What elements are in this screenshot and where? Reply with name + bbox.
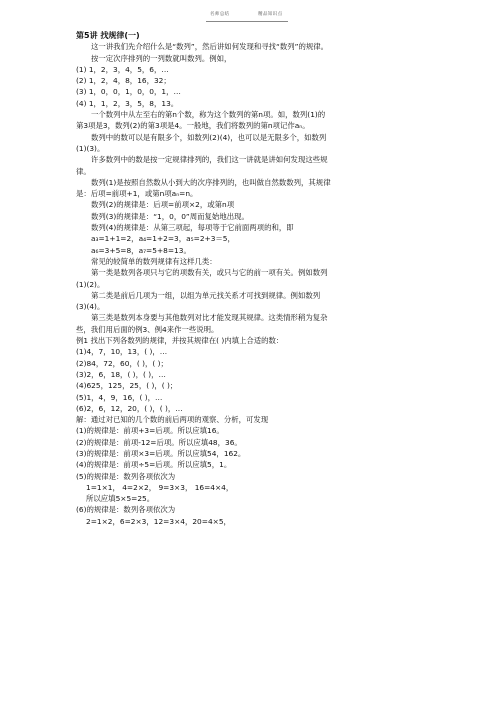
text-line: (5)的规律是：数列各项依次为	[76, 471, 176, 481]
text-line: (1)(2)。	[76, 279, 105, 289]
text-line: (3)(4)。	[76, 302, 105, 312]
text-line: 按一定次序排列的一列数就叫数列。例如，	[91, 53, 232, 63]
header-right-text: 精品知识点	[258, 12, 283, 17]
text-line: 第二类是前后几项为一组，以组为单元找关系才可找到规律。例如数列	[91, 290, 321, 300]
text-line: 例1 找出下列各数列的规律，并按其规律在( )内填上合适的数：	[76, 336, 284, 346]
text-line: (3) 1，0，0，1，0，0，1，…	[76, 87, 181, 97]
text-line: (4) 1，1，2，3，5，8，13。	[76, 98, 179, 108]
text-line: 2=1×2，6=2×3，12=3×4，20=4×5，	[86, 516, 231, 526]
text-line: 这一讲我们先介绍什么是“数列”，然后讲如何发现和寻找“数列”的规律。	[91, 42, 329, 52]
text-line: (3)的规律是：前项×3=后项。所以应填54，162。	[76, 448, 246, 458]
text-line: 一个数列中从左至右的第n个数，称为这个数列的第n项。如，数列(1)的	[91, 110, 326, 120]
text-line: (1)的规律是：前项+3=后项。所以应填16。	[76, 426, 224, 436]
page-header	[0, 4, 496, 24]
text-line: (4)的规律是：前项÷5=后项。所以应填5，1。	[76, 460, 232, 470]
text-line: 第一类是数列各项只与它的项数有关，或只与它的前一项有关。例如数列	[91, 268, 328, 278]
text-line: 些，我们用后面的例3、例4来作一些说明。	[76, 324, 219, 334]
text-line: 数列(4)的规律是：从第三项起，每项等于它前面两项的和，即	[91, 223, 294, 233]
text-line: 数列(1)是按照自然数从小到大的次序排列的，也叫做自然数数列，其规律	[91, 177, 331, 187]
document-body	[76, 30, 426, 527]
text-line: 解：通过对已知的几个数的前后两项的观察、分析，可发现	[76, 415, 269, 425]
text-line: (4)625，125，25，( )，( )；	[76, 381, 178, 391]
text-line: 许多数列中的数是按一定规律排列的，我们这一讲就是讲如何发现这些规	[91, 155, 328, 165]
text-line: 数列(2)的规律是：后项=前项×2，或第n项	[91, 200, 235, 210]
text-line: 第三类是数列本身要与其他数列对比才能发现其规律。这类情形稍为复杂	[91, 313, 328, 323]
text-line: (2)84，72，60，( )，( )；	[76, 358, 168, 368]
text-line: (1) 1，2，3，4，5，6，…	[76, 64, 169, 74]
text-line: a₆=3+5=8，a₇=5+8=13。	[91, 245, 191, 255]
text-line: 第3项是3，数列(2)的第3项是4。一般地，我们将数列的第n项记作aₙ。	[76, 121, 310, 131]
text-line: (6)的规律是：数列各项依次为	[76, 505, 176, 515]
lesson-title: 第5讲 找规律(一)	[76, 31, 140, 40]
text-line: (1)(3)。	[76, 143, 105, 153]
text-line: 所以应填5×5=25。	[86, 494, 155, 504]
header-rule	[206, 21, 288, 22]
text-line: 数列(3)的规律是：“1，0，0”周而复始地出现。	[91, 211, 249, 221]
lesson-text	[76, 41, 426, 527]
text-line: 1=1×1， 4=2×2， 9=3×3， 16=4×4，	[86, 482, 234, 492]
text-line: a₃=1+1=2，a₄=1+2=3，a₅=2+3＝5，	[91, 234, 235, 244]
text-line: (2)的规律是：前项-12=后项。所以应填48，36。	[76, 437, 242, 447]
text-line: 常见的较简单的数列规律有这样几类：	[91, 256, 217, 266]
text-line: (2) 1，2，4，8，16，32；	[76, 76, 171, 86]
header-left-text: 名师总结	[210, 12, 230, 17]
text-line: (1)4，7，10，13，( )，…	[76, 347, 168, 357]
text-line: 是：后项=前项+1，或第n项aₙ=n。	[76, 189, 198, 199]
text-line: 数列中的数可以是有限多个，如数列(2)(4)，也可以是无限多个，如数列	[91, 132, 327, 142]
text-line: 律。	[76, 166, 91, 176]
text-line: (6)2，6，12，20，( )，( )，…	[76, 403, 183, 413]
text-line: (5)1，4，9，16，( )，…	[76, 392, 163, 402]
text-line: (3)2，6，18，( )，( )，…	[76, 369, 166, 379]
